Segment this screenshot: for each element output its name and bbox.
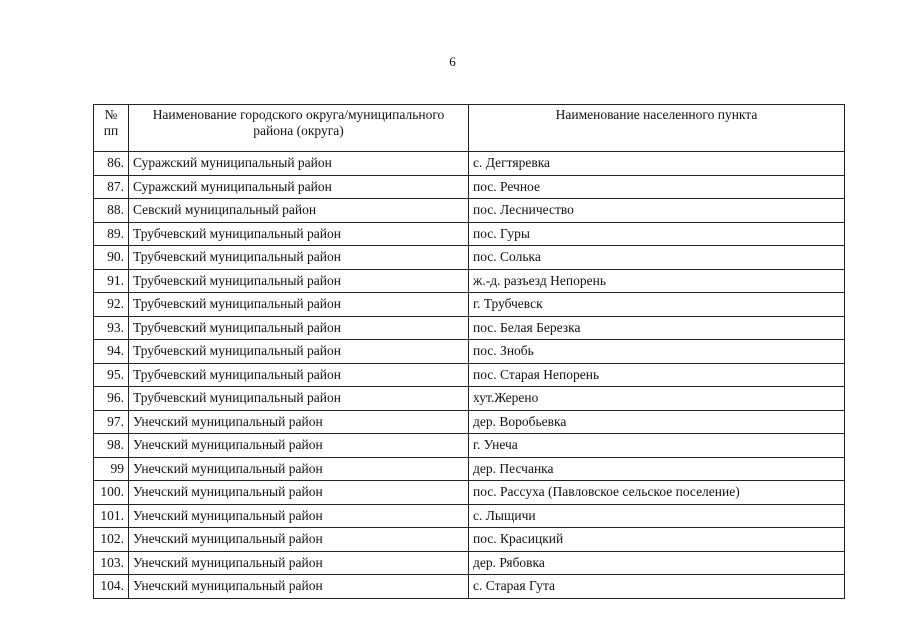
row-settlement-cell: пос. Гуры (469, 222, 845, 246)
row-district-cell: Унечский муниципальный район (129, 575, 469, 599)
row-settlement-cell: пос. Солька (469, 246, 845, 270)
row-district-cell: Трубчевский муниципальный район (129, 222, 469, 246)
table-row (94, 340, 845, 364)
row-district-cell: Трубчевский муниципальный район (129, 340, 469, 364)
row-number-cell: 97. (94, 410, 129, 434)
row-settlement-cell: пос. Старая Непорень (469, 363, 845, 387)
table-row (94, 434, 845, 458)
row-number-cell: 95. (94, 363, 129, 387)
table-row (94, 222, 845, 246)
row-number-cell: 100. (94, 481, 129, 505)
table-body (94, 152, 845, 599)
row-settlement-cell: пос. Белая Березка (469, 316, 845, 340)
row-district-cell: Трубчевский муниципальный район (129, 316, 469, 340)
table-row (94, 199, 845, 223)
row-number-cell: 99 (94, 457, 129, 481)
row-number-cell: 103. (94, 551, 129, 575)
row-number-cell: 87. (94, 175, 129, 199)
row-number-cell: 96. (94, 387, 129, 411)
row-settlement-cell: с. Лыщичи (469, 504, 845, 528)
header-number-line2: пп (103, 123, 119, 138)
table-row (94, 175, 845, 199)
row-number-cell: 94. (94, 340, 129, 364)
row-number-cell: 92. (94, 293, 129, 317)
header-number (94, 105, 129, 152)
row-district-cell: Унечский муниципальный район (129, 551, 469, 575)
table-row (94, 551, 845, 575)
row-district-cell: Унечский муниципальный район (129, 504, 469, 528)
table-row (94, 457, 845, 481)
row-district-cell: Унечский муниципальный район (129, 434, 469, 458)
table-row (94, 363, 845, 387)
row-number-cell: 86. (94, 152, 129, 176)
header-row (94, 105, 845, 152)
table-row (94, 410, 845, 434)
row-district-cell: Трубчевский муниципальный район (129, 246, 469, 270)
row-number-cell: 98. (94, 434, 129, 458)
row-district-cell: Унечский муниципальный район (129, 481, 469, 505)
header-number-line1: № (104, 107, 118, 122)
row-district-cell: Суражский муниципальный район (129, 152, 469, 176)
table-row (94, 269, 845, 293)
row-settlement-cell: пос. Речное (469, 175, 845, 199)
row-district-cell: Трубчевский муниципальный район (129, 387, 469, 411)
row-settlement-cell: хут.Жерено (469, 387, 845, 411)
row-district-cell: Севский муниципальный район (129, 199, 469, 223)
table-row (94, 481, 845, 505)
row-district-cell: Унечский муниципальный район (129, 528, 469, 552)
header-district-line2: района (округа) (253, 123, 344, 138)
row-number-cell: 88. (94, 199, 129, 223)
table-header (94, 105, 845, 152)
table-row (94, 316, 845, 340)
row-number-cell: 104. (94, 575, 129, 599)
table-row (94, 246, 845, 270)
row-settlement-cell: г. Унеча (469, 434, 845, 458)
table-row (94, 575, 845, 599)
row-settlement-cell: дер. Песчанка (469, 457, 845, 481)
row-number-cell: 89. (94, 222, 129, 246)
row-settlement-cell: пос. Красицкий (469, 528, 845, 552)
settlements-table (93, 104, 845, 599)
row-number-cell: 93. (94, 316, 129, 340)
table-row (94, 387, 845, 411)
row-settlement-cell: ж.-д. разъезд Непорень (469, 269, 845, 293)
row-district-cell: Трубчевский муниципальный район (129, 293, 469, 317)
header-district (129, 105, 469, 152)
table-row (94, 504, 845, 528)
header-district-line1: Наименование городского округа/муниципального (152, 107, 445, 122)
row-district-cell: Унечский муниципальный район (129, 457, 469, 481)
row-settlement-cell: пос. Знобь (469, 340, 845, 364)
row-number-cell: 101. (94, 504, 129, 528)
row-district-cell: Трубчевский муниципальный район (129, 269, 469, 293)
page-number: 6 (449, 54, 456, 69)
row-settlement-cell: пос. Лесничество (469, 199, 845, 223)
row-district-cell: Унечский муниципальный район (129, 410, 469, 434)
table-row (94, 152, 845, 176)
row-number-cell: 102. (94, 528, 129, 552)
row-number-cell: 91. (94, 269, 129, 293)
table-row (94, 293, 845, 317)
row-district-cell: Трубчевский муниципальный район (129, 363, 469, 387)
table-row (94, 528, 845, 552)
row-settlement-cell: с. Старая Гута (469, 575, 845, 599)
row-settlement-cell: пос. Рассуха (Павловское сельское поселение) (469, 481, 845, 505)
header-settlement: Наименование населенного пункта (469, 105, 845, 152)
row-settlement-cell: с. Дегтяревка (469, 152, 845, 176)
row-settlement-cell: дер. Воробьевка (469, 410, 845, 434)
row-settlement-cell: дер. Рябовка (469, 551, 845, 575)
row-settlement-cell: г. Трубчевск (469, 293, 845, 317)
row-district-cell: Суражский муниципальный район (129, 175, 469, 199)
row-number-cell: 90. (94, 246, 129, 270)
